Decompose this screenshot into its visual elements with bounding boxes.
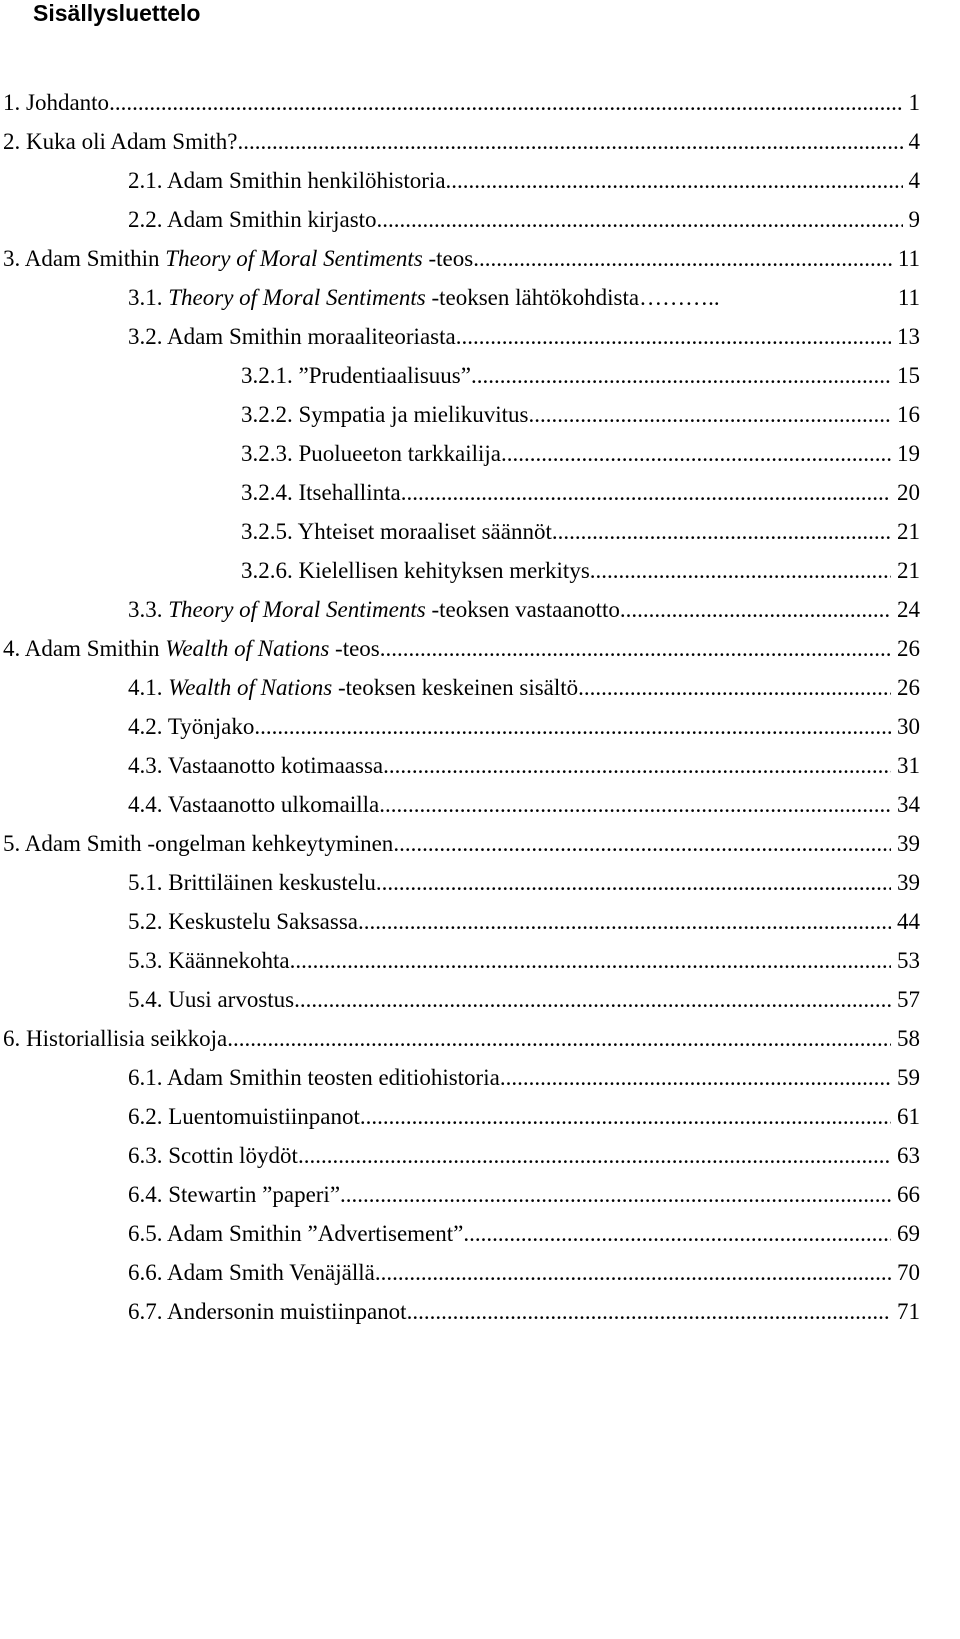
toc-entry-text: Itsehallinta: [298, 480, 401, 505]
toc-entry-label: [3, 125, 237, 159]
toc-entry-number: 5.: [3, 831, 25, 856]
toc-entry-page-number: 70: [897, 1260, 920, 1285]
toc-entry-number: 3.2.: [128, 324, 167, 349]
toc-entry-work-title: Wealth of Nations: [168, 675, 333, 700]
toc-entry[interactable]: [128, 320, 920, 354]
toc-entry-page-number: 53: [897, 948, 920, 973]
toc-entry-number: 3.: [3, 246, 25, 271]
toc-entry-number: 6.3.: [128, 1143, 169, 1168]
dot-leader: [294, 983, 891, 1017]
toc-entry-label: [128, 593, 620, 627]
toc-entry[interactable]: [128, 944, 920, 978]
toc-entry-label: [128, 320, 456, 354]
toc-entry-label: [241, 398, 528, 432]
dot-leader: [590, 554, 891, 588]
toc-entry-number: 4.3.: [128, 753, 168, 778]
toc-entry-text: Keskustelu Saksassa: [168, 909, 358, 934]
toc-entry-number: 6.1.: [128, 1065, 167, 1090]
toc-entry-page-number: 39: [897, 831, 920, 856]
toc-entry[interactable]: [128, 1295, 920, 1329]
toc-entry[interactable]: [3, 86, 920, 120]
toc-entry-number: 5.2.: [128, 909, 169, 934]
toc-entry[interactable]: [128, 1256, 920, 1290]
toc-entry-text: -teoksen lähtökohdista: [425, 285, 640, 310]
toc-entry-label: [3, 827, 393, 861]
toc-entry[interactable]: [3, 827, 920, 861]
toc-entry-label: [128, 1061, 500, 1095]
toc-entry-page-number: 66: [897, 1182, 920, 1207]
dot-leader: [528, 398, 891, 432]
toc-entry-label: [128, 749, 383, 783]
toc-entry[interactable]: [128, 1061, 920, 1095]
toc-entry-number: 3.2.2.: [241, 402, 299, 427]
toc-entry-number: 6.: [3, 1026, 26, 1051]
toc-entry-text: -teoksen vastaanotto: [425, 597, 620, 622]
toc-entry-text: Adam Smithin ”Advertisement”: [166, 1221, 464, 1246]
dot-leader: [376, 866, 891, 900]
toc-entry-text: Historiallisia seikkoja: [26, 1026, 228, 1051]
toc-entry-label: [128, 788, 379, 822]
toc-entry-label: [128, 281, 639, 315]
toc-entry-page-number: 57: [897, 987, 920, 1012]
dot-leader: [340, 1178, 891, 1212]
toc-entry-page-number: 31: [897, 753, 920, 778]
toc-entry-number: 4.4.: [128, 792, 168, 817]
toc-entry-text: Adam Smithin henkilöhistoria: [166, 168, 446, 193]
toc-entry-number: 3.2.6.: [241, 558, 299, 583]
toc-entry-number: 4.2.: [128, 714, 168, 739]
toc-entry-text: -teos: [329, 636, 380, 661]
dot-leader: [620, 593, 891, 627]
toc-entry-text: Adam Smith -ongelman kehkeytyminen: [24, 831, 394, 856]
toc-entry-page-number: 21: [897, 558, 920, 583]
toc-entry-text: Vastaanotto ulkomailla: [167, 792, 380, 817]
toc-entry[interactable]: [128, 710, 920, 744]
toc-entry-page-number: 1: [908, 90, 920, 115]
toc-entry-number: 6.7.: [128, 1299, 167, 1324]
toc-entry-text: Luentomuistiinpanot: [168, 1104, 360, 1129]
toc-entry-page-number: 20: [897, 480, 920, 505]
toc-entry-page-number: 59: [897, 1065, 920, 1090]
toc-entry-number: 3.2.4.: [241, 480, 299, 505]
toc-entry[interactable]: [128, 1217, 920, 1251]
toc-entry-number: 4.1.: [128, 675, 169, 700]
toc-entry-text: Adam Smithin: [24, 246, 166, 271]
toc-entry-work-title: Theory of Moral Sentiments: [165, 246, 423, 271]
toc-entry-number: 6.4.: [128, 1182, 169, 1207]
toc-entry-number: 3.2.1.: [241, 363, 299, 388]
toc-entry-text: Uusi arvostus: [168, 987, 295, 1012]
toc-entry-label: [128, 1100, 360, 1134]
toc-entry[interactable]: [128, 203, 920, 237]
dot-leader: [227, 1022, 891, 1056]
toc-entry-text: Adam Smith Venäjällä: [166, 1260, 375, 1285]
toc-entry-text: Adam Smithin: [24, 636, 166, 661]
toc-entry-label: [3, 632, 380, 666]
toc-entry-page-number: 16: [897, 402, 920, 427]
dot-leader: [237, 125, 902, 159]
toc-entry-label: [128, 1178, 340, 1212]
dot-leader: [298, 1139, 891, 1173]
dot-leader: [290, 944, 891, 978]
toc-entry-label: [241, 554, 590, 588]
toc-entry[interactable]: [128, 1178, 920, 1212]
toc-entry-label: [3, 1022, 227, 1056]
toc-entry[interactable]: [3, 125, 920, 159]
toc-entry-text: Kielellisen kehityksen merkitys: [298, 558, 590, 583]
toc-entry-number: 3.1.: [128, 285, 169, 310]
toc-entry[interactable]: [128, 671, 920, 705]
toc-entry-page-number: 44: [897, 909, 920, 934]
toc-entry-number: 5.1.: [128, 870, 169, 895]
dot-leader: [360, 1100, 891, 1134]
dot-leader: [578, 671, 891, 705]
toc-entry-page-number: 11: [897, 285, 920, 310]
dot-leader: [109, 86, 902, 120]
toc-entry-page-number: 9: [908, 207, 920, 232]
toc-entry[interactable]: [128, 983, 920, 1017]
dot-leader: [377, 203, 903, 237]
toc-entry[interactable]: [128, 788, 920, 822]
toc-entry-text: Yhteiset moraaliset säännöt: [297, 519, 552, 544]
toc-entry-text: Adam Smithin moraaliteoriasta: [166, 324, 456, 349]
toc-entry-text: -teos: [422, 246, 474, 271]
toc-entry-text: Scottin löydöt: [168, 1143, 298, 1168]
dot-leader: [500, 1061, 891, 1095]
toc-entry-label: [241, 359, 471, 393]
toc-entry-label: [128, 710, 254, 744]
toc-entry-page-number: 11: [897, 246, 920, 271]
dot-leader: [393, 827, 891, 861]
toc-entry-number: 6.6.: [128, 1260, 167, 1285]
toc-entry-page-number: 30: [897, 714, 920, 739]
toc-entry-number: 2.2.: [128, 207, 167, 232]
toc-entry-page-number: 26: [897, 675, 920, 700]
toc-entry-work-title: Theory of Moral Sentiments: [168, 285, 426, 310]
toc-entry-page-number: 19: [897, 441, 920, 466]
toc-entry-label: [128, 866, 376, 900]
toc-entry-text: Brittiläinen keskustelu: [168, 870, 376, 895]
toc-entry-label: [128, 1139, 298, 1173]
toc-entry-label: [241, 515, 552, 549]
toc-entry-text: Sympatia ja mielikuvitus: [298, 402, 529, 427]
toc-entry-page-number: 26: [897, 636, 920, 661]
toc-entry-number: 2.1.: [128, 168, 167, 193]
toc-entry-number: 5.4.: [128, 987, 169, 1012]
toc-entry[interactable]: [241, 554, 920, 588]
toc-entry-text: Käännekohta: [168, 948, 290, 973]
toc-entry[interactable]: [241, 515, 920, 549]
toc-entry-number: 3.3.: [128, 597, 169, 622]
toc-entry[interactable]: [241, 398, 920, 432]
toc-entry-text: Työnjako: [167, 714, 255, 739]
toc-entry-page-number: 39: [897, 870, 920, 895]
toc-entry[interactable]: [241, 359, 920, 393]
toc-entry-page-number: 34: [897, 792, 920, 817]
toc-entry-page-number: 69: [897, 1221, 920, 1246]
toc-entry-page-number: 24: [897, 597, 920, 622]
toc-entry-text: Vastaanotto kotimaassa: [167, 753, 384, 778]
toc-entry-page-number: 21: [897, 519, 920, 544]
toc-entry-page-number: 71: [897, 1299, 920, 1324]
toc-entry-page-number: 61: [897, 1104, 920, 1129]
toc-entry-work-title: Wealth of Nations: [165, 636, 330, 661]
toc-entry-text: Puolueeton tarkkailija: [298, 441, 501, 466]
toc-entry[interactable]: [128, 905, 920, 939]
dot-leader: [471, 359, 891, 393]
dot-leader: [375, 1256, 891, 1290]
toc-entry-text: Adam Smithin teosten editiohistoria: [166, 1065, 500, 1090]
toc-entry-text: Kuka oli Adam Smith?: [26, 129, 238, 154]
toc-entry[interactable]: [128, 164, 920, 198]
dot-leader: [456, 320, 891, 354]
toc-entry-label: [128, 671, 578, 705]
dot-leader: [254, 710, 891, 744]
toc-entry-page-number: 58: [897, 1026, 920, 1051]
dot-leader: [463, 1217, 891, 1251]
toc-entry-number: 4.: [3, 636, 25, 661]
toc-entry[interactable]: [3, 242, 920, 276]
toc-entry-text: Stewartin ”paperi”: [168, 1182, 341, 1207]
toc-entry[interactable]: [128, 1100, 920, 1134]
toc-entry-label: [128, 983, 294, 1017]
toc-entry-text: ”Prudentiaalisuus”: [298, 363, 471, 388]
toc-entry[interactable]: [128, 281, 920, 315]
dot-leader: [358, 905, 891, 939]
dot-leader: [473, 242, 892, 276]
toc-entry-number: 3.2.5.: [241, 519, 298, 544]
dot-leader: [379, 788, 891, 822]
toc-entry-label: [128, 164, 446, 198]
toc-entry[interactable]: [3, 1022, 920, 1056]
toc-entry[interactable]: [3, 632, 920, 666]
toc-entry-page-number: 15: [897, 363, 920, 388]
toc-entry-label: [3, 242, 473, 276]
toc-entry[interactable]: [128, 749, 920, 783]
toc-entry-label: [241, 476, 401, 510]
toc-entry-number: 3.2.3.: [241, 441, 299, 466]
toc-entry-page-number: 4: [908, 168, 920, 193]
toc-entry-label: [128, 944, 290, 978]
toc-entry-label: [128, 1256, 375, 1290]
toc-entry-label: [128, 905, 358, 939]
toc-entry-page-number: 63: [897, 1143, 920, 1168]
toc-entry-text: -teoksen keskeinen sisältö: [332, 675, 579, 700]
dot-leader: [501, 437, 891, 471]
dot-leader: [401, 476, 891, 510]
toc-entry-label: [128, 203, 377, 237]
page-title: Sisällysluettelo: [33, 0, 201, 26]
toc-entry-number: 2.: [3, 129, 26, 154]
dot-leader: [407, 1295, 891, 1329]
toc-entry-page-number: 13: [897, 324, 920, 349]
dot-leader: [639, 281, 892, 315]
dot-leader: [383, 749, 891, 783]
toc-entry[interactable]: [128, 866, 920, 900]
toc-entry-text: Adam Smithin kirjasto: [166, 207, 377, 232]
dot-leader: [380, 632, 891, 666]
toc-entry-text: Johdanto: [26, 90, 110, 115]
dot-leader: [446, 164, 903, 198]
toc-entry-label: [3, 86, 109, 120]
dot-leader: [552, 515, 891, 549]
toc-entry[interactable]: [241, 476, 920, 510]
toc-entry-label: [128, 1217, 463, 1251]
toc-entry-number: 6.2.: [128, 1104, 169, 1129]
toc-entry-number: 1.: [3, 90, 26, 115]
toc-entry-label: [128, 1295, 407, 1329]
toc-entry-label: [241, 437, 501, 471]
toc-entry[interactable]: [241, 437, 920, 471]
toc-entry[interactable]: [128, 593, 920, 627]
toc-entry-number: 5.3.: [128, 948, 169, 973]
toc-entry-page-number: 4: [908, 129, 920, 154]
toc-entry-work-title: Theory of Moral Sentiments: [168, 597, 426, 622]
toc-entry-number: 6.5.: [128, 1221, 167, 1246]
toc-entry[interactable]: [128, 1139, 920, 1173]
toc-entry-text: Andersonin muistiinpanot: [166, 1299, 407, 1324]
